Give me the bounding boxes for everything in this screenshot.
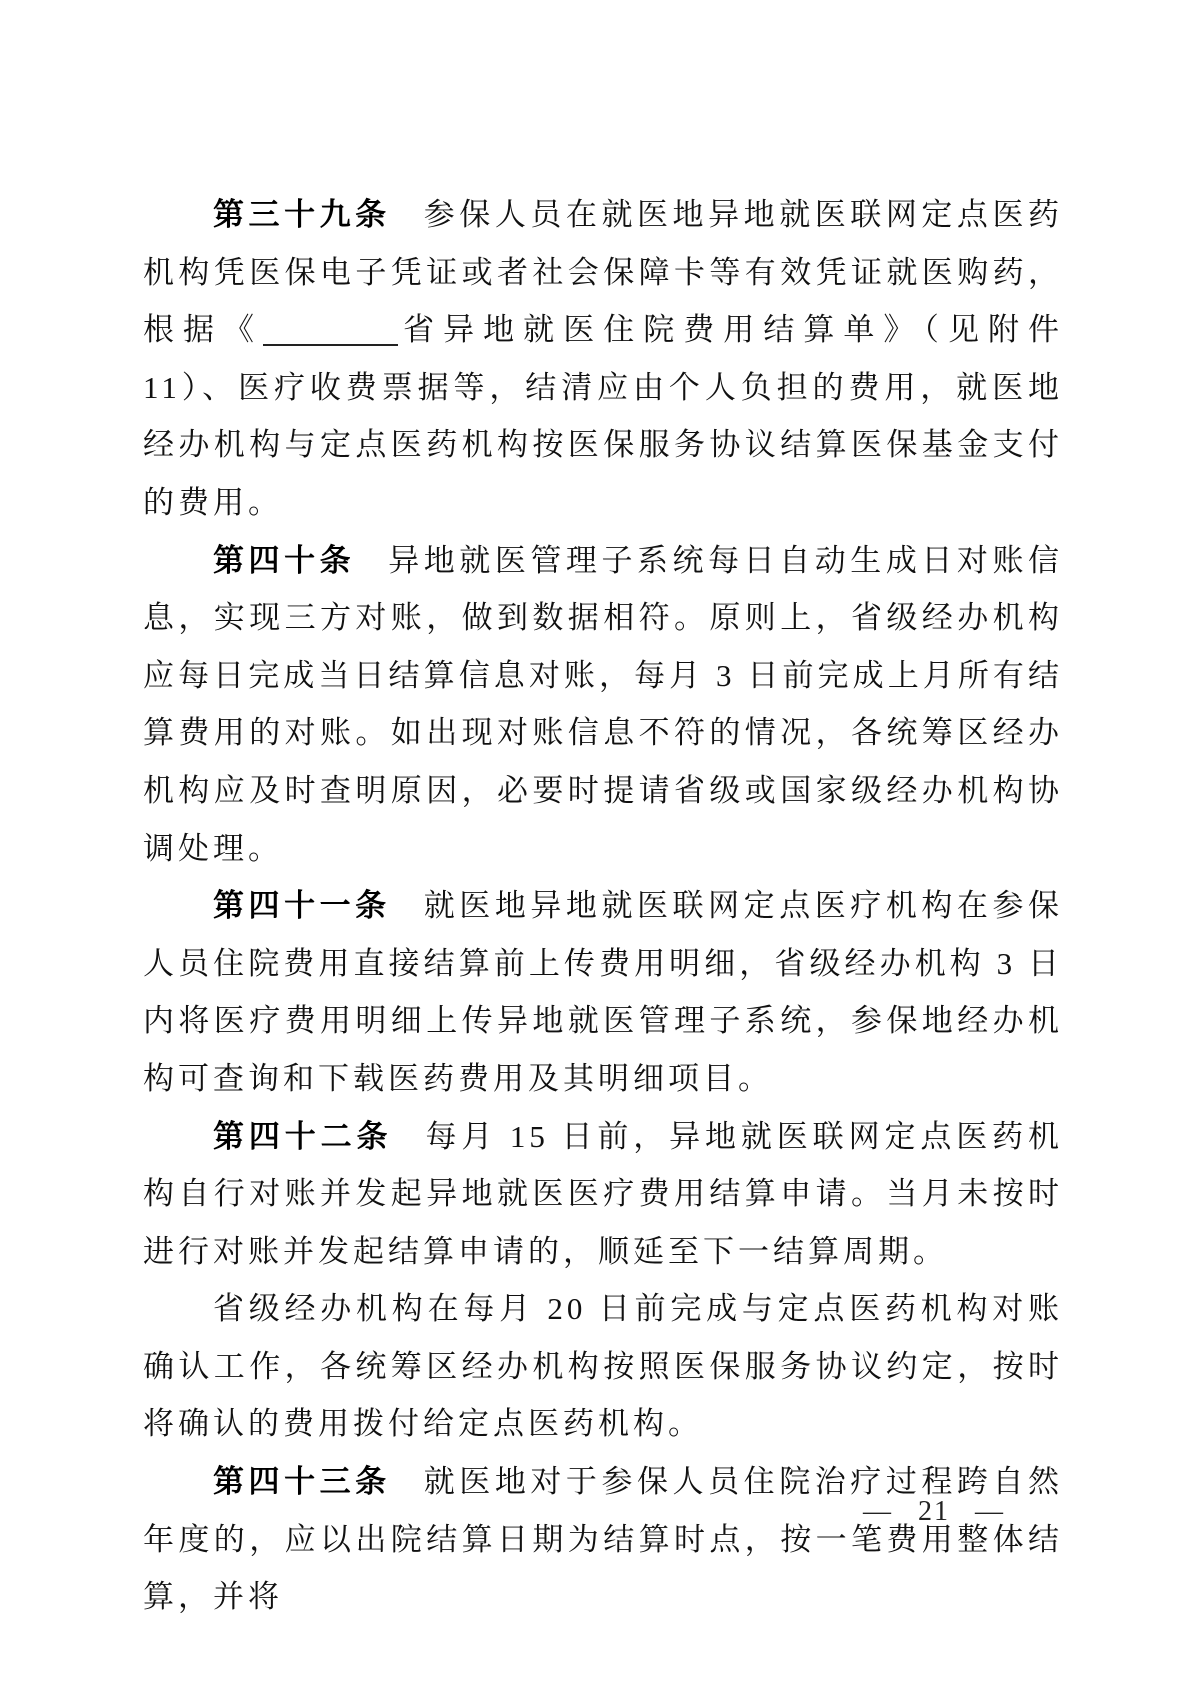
paragraph-text: 就医地异地就医联网定点医疗机构在参保人员住院费用直接结算前上传费用明细，省级经办机构 3 日内将医疗费用明细上传异地就医管理子系统，参保地经办机构可查询和下载医药费用及其明细项目。 <box>143 888 1064 1096</box>
paragraph-text: 就医地对于参保人员住院治疗过程跨自然年度的，应以出院结算日期为结算时点，按一笔费用整体结算，并将 <box>143 1464 1064 1615</box>
paragraph-text: 异地就医管理子系统每日自动生成日对账信息，实现三方对账，做到数据相符。原则上，省级经办机构应每日完成当日结算信息对账，每月 3 日前完成上月所有结算费用的对账。如出现对账信息不符的情况，各统筹区经办机构应及时查明原因，必要时提请省级或国家级经办机构协调处理。 <box>143 542 1064 866</box>
article-number: 第四十一条 <box>213 888 391 924</box>
article-number: 第四十条 <box>213 542 356 578</box>
fill-in-blank-underline <box>263 316 398 346</box>
article-number: 第四十三条 <box>213 1464 391 1500</box>
paragraph <box>143 1108 1063 1281</box>
article-number: 第四十二条 <box>213 1118 393 1154</box>
document-body <box>143 186 1063 1626</box>
paragraph-text: 省级经办机构在每月 20 日前完成与定点医药机构对账确认工作，各统筹区经办机构按照医保服务协议约定，按时将确认的费用拨付给定点医药机构。 <box>143 1291 1063 1442</box>
paragraph <box>143 1453 1063 1626</box>
paragraph <box>143 1280 1063 1453</box>
paragraph-text: 参保人员在就医地异地就医联网定点医药机构凭医保电子凭证或者社会保障卡等有效凭证就医购药，根据《 省异地就医住院费用结算单》（见附件 11）、医疗收费票据等，结清应由个人负担的费用，就医地经办机构与定点医药机构按医保服务协议结算医保基金支付的费用。 <box>143 197 1064 520</box>
article-number: 第三十九条 <box>213 197 391 232</box>
paragraph-text: 每月 15 日前，异地就医联网定点医药机构自行对账并发起异地就医医疗费用结算申请。当月未按时进行对账并发起结算申请的，顺延至下一结算周期。 <box>143 1118 1064 1269</box>
paragraph <box>143 877 1063 1107</box>
page-footer <box>863 1496 1005 1528</box>
paragraph <box>143 532 1063 878</box>
paragraph <box>143 186 1063 532</box>
page-number: — 21 — <box>863 1496 1005 1527</box>
